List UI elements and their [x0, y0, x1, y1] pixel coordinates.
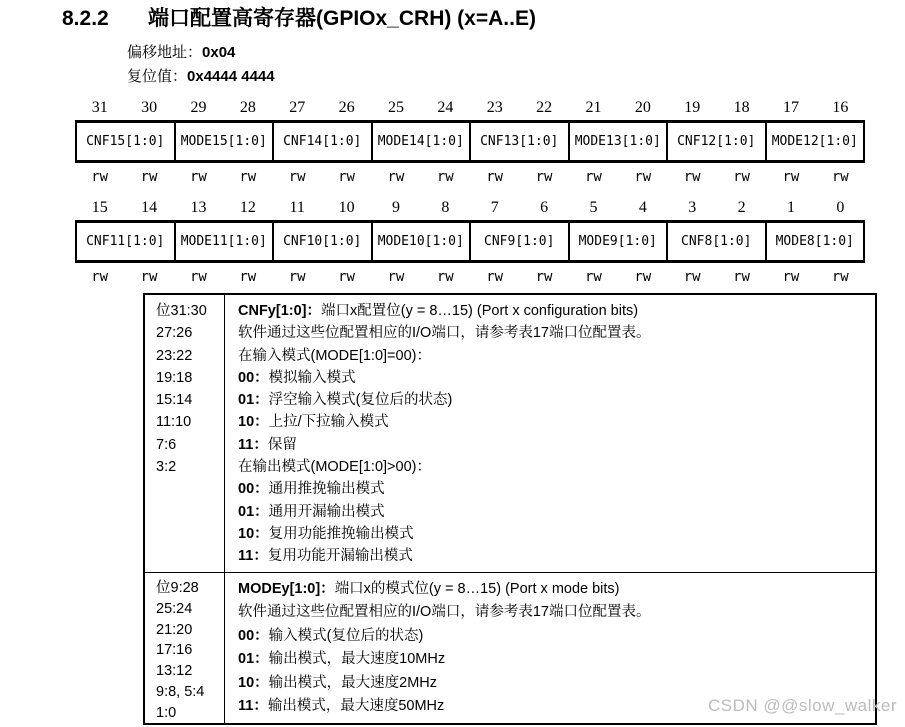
register-field-cell: MODE12[1:0]: [765, 123, 864, 160]
description-line-text: 端口x的模式位(y = 8…15) (Port x mode bits): [334, 581, 620, 597]
access-type-label: rw: [585, 269, 602, 285]
bit-number: 21: [585, 99, 602, 116]
bit-range-label: 19:18: [156, 369, 193, 386]
offset-address-label: 偏移地址：: [127, 45, 203, 61]
bit-range-label: 15:14: [156, 392, 193, 409]
access-type-label: rw: [288, 269, 306, 285]
offset-address-value: 0x04: [202, 44, 236, 61]
access-type-label: rw: [535, 169, 553, 185]
access-types-row: [75, 169, 865, 186]
description-line-bold-label: 00：: [238, 627, 269, 644]
description-line: [238, 601, 875, 624]
access-type-label: rw: [91, 269, 109, 285]
description-line: [238, 322, 875, 344]
bit-number: 3: [688, 199, 697, 216]
description-line-bold-label: 10：: [238, 414, 269, 431]
description-line-text: 复用功能推挽输出模式: [268, 525, 414, 542]
bit-number: 22: [536, 99, 553, 116]
description-line-text: 输入模式(复位后的状态): [268, 627, 424, 644]
bit-number: 0: [836, 199, 845, 216]
description-line-text: 在输入模式(MODE[1:0]=00)：: [238, 347, 431, 364]
bit-number: 14: [141, 199, 158, 216]
bit-range-label: 1:0: [156, 704, 177, 721]
register-table-bits-15-0: [75, 198, 865, 286]
register-field-cell: MODE11[1:0]: [174, 223, 273, 260]
register-field-cell: CNF12[1:0]: [666, 123, 765, 160]
bit-number: 7: [490, 199, 499, 216]
bit-number: 24: [437, 99, 454, 116]
access-type-label: rw: [239, 269, 257, 285]
bit-range-label: 25:24: [156, 600, 193, 617]
description-line-text: 上拉/下拉输入模式: [268, 414, 389, 431]
bit-numbers-row: [75, 98, 865, 117]
reset-value-label: 复位值：: [127, 69, 188, 85]
access-type-label: rw: [140, 269, 158, 285]
bit-number: 20: [634, 99, 651, 116]
section-heading: [62, 2, 536, 32]
bit-range-label: 27:26: [156, 325, 193, 342]
register-meta: [127, 41, 275, 89]
description-line: [238, 625, 875, 648]
description-line: [238, 300, 875, 322]
register-field-cell: CNF15[1:0]: [86, 134, 165, 149]
bit-number: 19: [684, 99, 701, 116]
description-line-bold-label: 10：: [238, 674, 269, 691]
register-field-cell: MODE8[1:0]: [765, 223, 864, 260]
bit-number: 31: [91, 99, 108, 116]
access-type-label: rw: [831, 169, 849, 185]
bit-number: 17: [782, 99, 799, 116]
bit-number: 5: [589, 199, 598, 216]
bit-number: 13: [190, 199, 207, 216]
bit-range-label: 位31:30: [156, 303, 207, 319]
access-type-label: rw: [733, 269, 750, 285]
section-number: 8.2.2: [62, 7, 109, 30]
access-type-label: rw: [190, 169, 207, 185]
register-table-bits-31-16: [75, 98, 865, 186]
description-line: [238, 345, 875, 367]
description-line-text: 在输出模式(MODE[1:0]>00)：: [238, 459, 431, 476]
bit-range-label: 11:10: [156, 414, 192, 431]
description-line-text: 通用开漏输出模式: [268, 503, 385, 520]
bit-number: 1: [786, 199, 795, 216]
description-line-bold-label: 01：: [238, 503, 269, 520]
access-type-label: rw: [387, 269, 405, 285]
description-line-bold-label: 01：: [238, 651, 269, 668]
access-type-label: rw: [338, 269, 355, 285]
description-line-text: 通用推挽输出模式: [268, 481, 385, 498]
description-line-bold-label: 11：: [238, 548, 268, 565]
bit-range-label: 13:12: [156, 663, 193, 680]
description-line-bold-label: CNFy[1:0]：: [238, 303, 321, 319]
access-type-label: rw: [782, 169, 800, 185]
bit-fields-row: [75, 120, 865, 163]
access-type-label: rw: [91, 169, 109, 185]
description-line-text: 模拟输入模式: [268, 369, 356, 386]
description-line-text: 端口x配置位(y = 8…15) (Port x configuration bits): [320, 303, 639, 319]
bit-number: 30: [141, 99, 158, 116]
access-type-label: rw: [634, 269, 652, 285]
description-line-text: 浮空输入模式(复位后的状态): [268, 392, 453, 409]
bit-number: 29: [190, 99, 207, 116]
description-cell: [225, 295, 875, 572]
register-field-cell: MODE13[1:0]: [568, 123, 667, 160]
description-line: [238, 434, 875, 456]
access-type-label: rw: [239, 169, 257, 185]
register-field-cell: CNF10[1:0]: [272, 223, 371, 260]
description-line-bold-label: 11：: [238, 436, 268, 453]
description-line: [238, 478, 875, 500]
access-type-label: rw: [190, 269, 207, 285]
description-line-text: 输出模式，最大速度2MHz: [268, 674, 438, 691]
description-line-text: 保留: [267, 436, 297, 453]
description-line-text: 软件通过这些位配置相应的I/O端口，请参考表17端口位配置表。: [238, 604, 651, 621]
bit-number: 26: [338, 99, 355, 116]
description-line: [238, 411, 875, 433]
bit-range-label: 17:16: [156, 642, 193, 659]
bit-number: 16: [832, 99, 849, 116]
description-line-bold-label: MODEy[1:0]：: [238, 581, 335, 597]
bit-number: 27: [289, 99, 306, 116]
bit-number: 28: [239, 99, 256, 116]
access-type-label: rw: [585, 169, 602, 185]
access-type-label: rw: [634, 169, 652, 185]
bit-range-label: 3:2: [156, 459, 177, 476]
description-line-text: 软件通过这些位配置相应的I/O端口，请参考表17端口位配置表。: [238, 325, 651, 342]
description-line-bold-label: 00：: [238, 481, 269, 498]
bit-ranges-cell: [145, 295, 225, 572]
description-line-text: 复用功能开漏输出模式: [267, 548, 413, 565]
cnf-field-description-row: [145, 295, 875, 572]
description-line: [238, 545, 875, 567]
description-line: [238, 456, 875, 478]
description-line-bold-label: 00：: [238, 369, 269, 386]
field-description-table: [143, 293, 877, 725]
description-line: [238, 648, 875, 671]
register-field-cell: CNF8[1:0]: [666, 223, 765, 260]
bit-number: 6: [540, 199, 549, 216]
description-line-text: 输出模式，最大速度50MHz: [267, 698, 445, 715]
access-type-label: rw: [782, 269, 800, 285]
description-line: [238, 367, 875, 389]
description-line: [238, 578, 875, 601]
access-type-label: rw: [683, 169, 701, 185]
access-type-label: rw: [535, 269, 553, 285]
reset-value-value: 0x4444 4444: [187, 68, 275, 85]
bit-number: 25: [387, 99, 404, 116]
access-type-label: rw: [436, 169, 454, 185]
bit-number: 9: [391, 199, 400, 216]
register-field-cell: CNF14[1:0]: [272, 123, 371, 160]
register-field-cell: CNF9[1:0]: [469, 223, 568, 260]
bit-range-label: 21:20: [156, 621, 193, 638]
bit-number: 12: [239, 199, 256, 216]
description-line-text: 输出模式，最大速度10MHz: [268, 651, 446, 668]
reset-value-line: [127, 65, 275, 89]
bit-number: 8: [441, 199, 450, 216]
access-types-row: [75, 269, 865, 286]
access-type-label: rw: [288, 169, 306, 185]
register-field-cell: MODE9[1:0]: [568, 223, 667, 260]
watermark-text: CSDN @@slow_walker: [708, 696, 897, 715]
description-line: [238, 523, 875, 545]
bit-number: 23: [486, 99, 503, 116]
description-line: [238, 501, 875, 523]
access-type-label: rw: [338, 169, 355, 185]
register-field-cell: CNF11[1:0]: [86, 234, 165, 249]
bit-number: 11: [289, 199, 305, 216]
offset-address-line: [127, 41, 275, 65]
register-field-cell: MODE15[1:0]: [174, 123, 273, 160]
access-type-label: rw: [436, 269, 454, 285]
bit-range-label: 23:22: [156, 347, 193, 364]
bit-number: 4: [638, 199, 647, 216]
register-field-cell: MODE14[1:0]: [371, 123, 470, 160]
description-line-bold-label: 10：: [238, 525, 269, 542]
bit-range-label: 位9:28: [156, 580, 199, 596]
register-field-cell: CNF13[1:0]: [469, 123, 568, 160]
access-type-label: rw: [733, 169, 750, 185]
bit-range-label: 7:6: [156, 436, 177, 453]
description-line-bold-label: 11：: [238, 698, 268, 715]
description-line-bold-label: 01：: [238, 392, 269, 409]
bit-numbers-row: [75, 198, 865, 217]
access-type-label: rw: [683, 269, 701, 285]
bit-number: 15: [91, 199, 108, 216]
description-line: [238, 672, 875, 695]
bit-range-label: 9:8, 5:4: [156, 683, 205, 700]
description-line: [238, 389, 875, 411]
bit-number: 18: [733, 99, 750, 116]
access-type-label: rw: [486, 169, 504, 185]
access-type-label: rw: [140, 169, 158, 185]
bit-fields-row: [75, 220, 865, 263]
access-type-label: rw: [387, 169, 405, 185]
bit-ranges-cell: [145, 573, 225, 723]
bit-number: 2: [737, 199, 746, 216]
bit-number: 10: [338, 199, 355, 216]
register-field-cell: MODE10[1:0]: [371, 223, 470, 260]
access-type-label: rw: [831, 269, 849, 285]
page-title: 端口配置高寄存器(GPIOx_CRH) (x=A..E): [148, 7, 536, 30]
access-type-label: rw: [486, 269, 504, 285]
